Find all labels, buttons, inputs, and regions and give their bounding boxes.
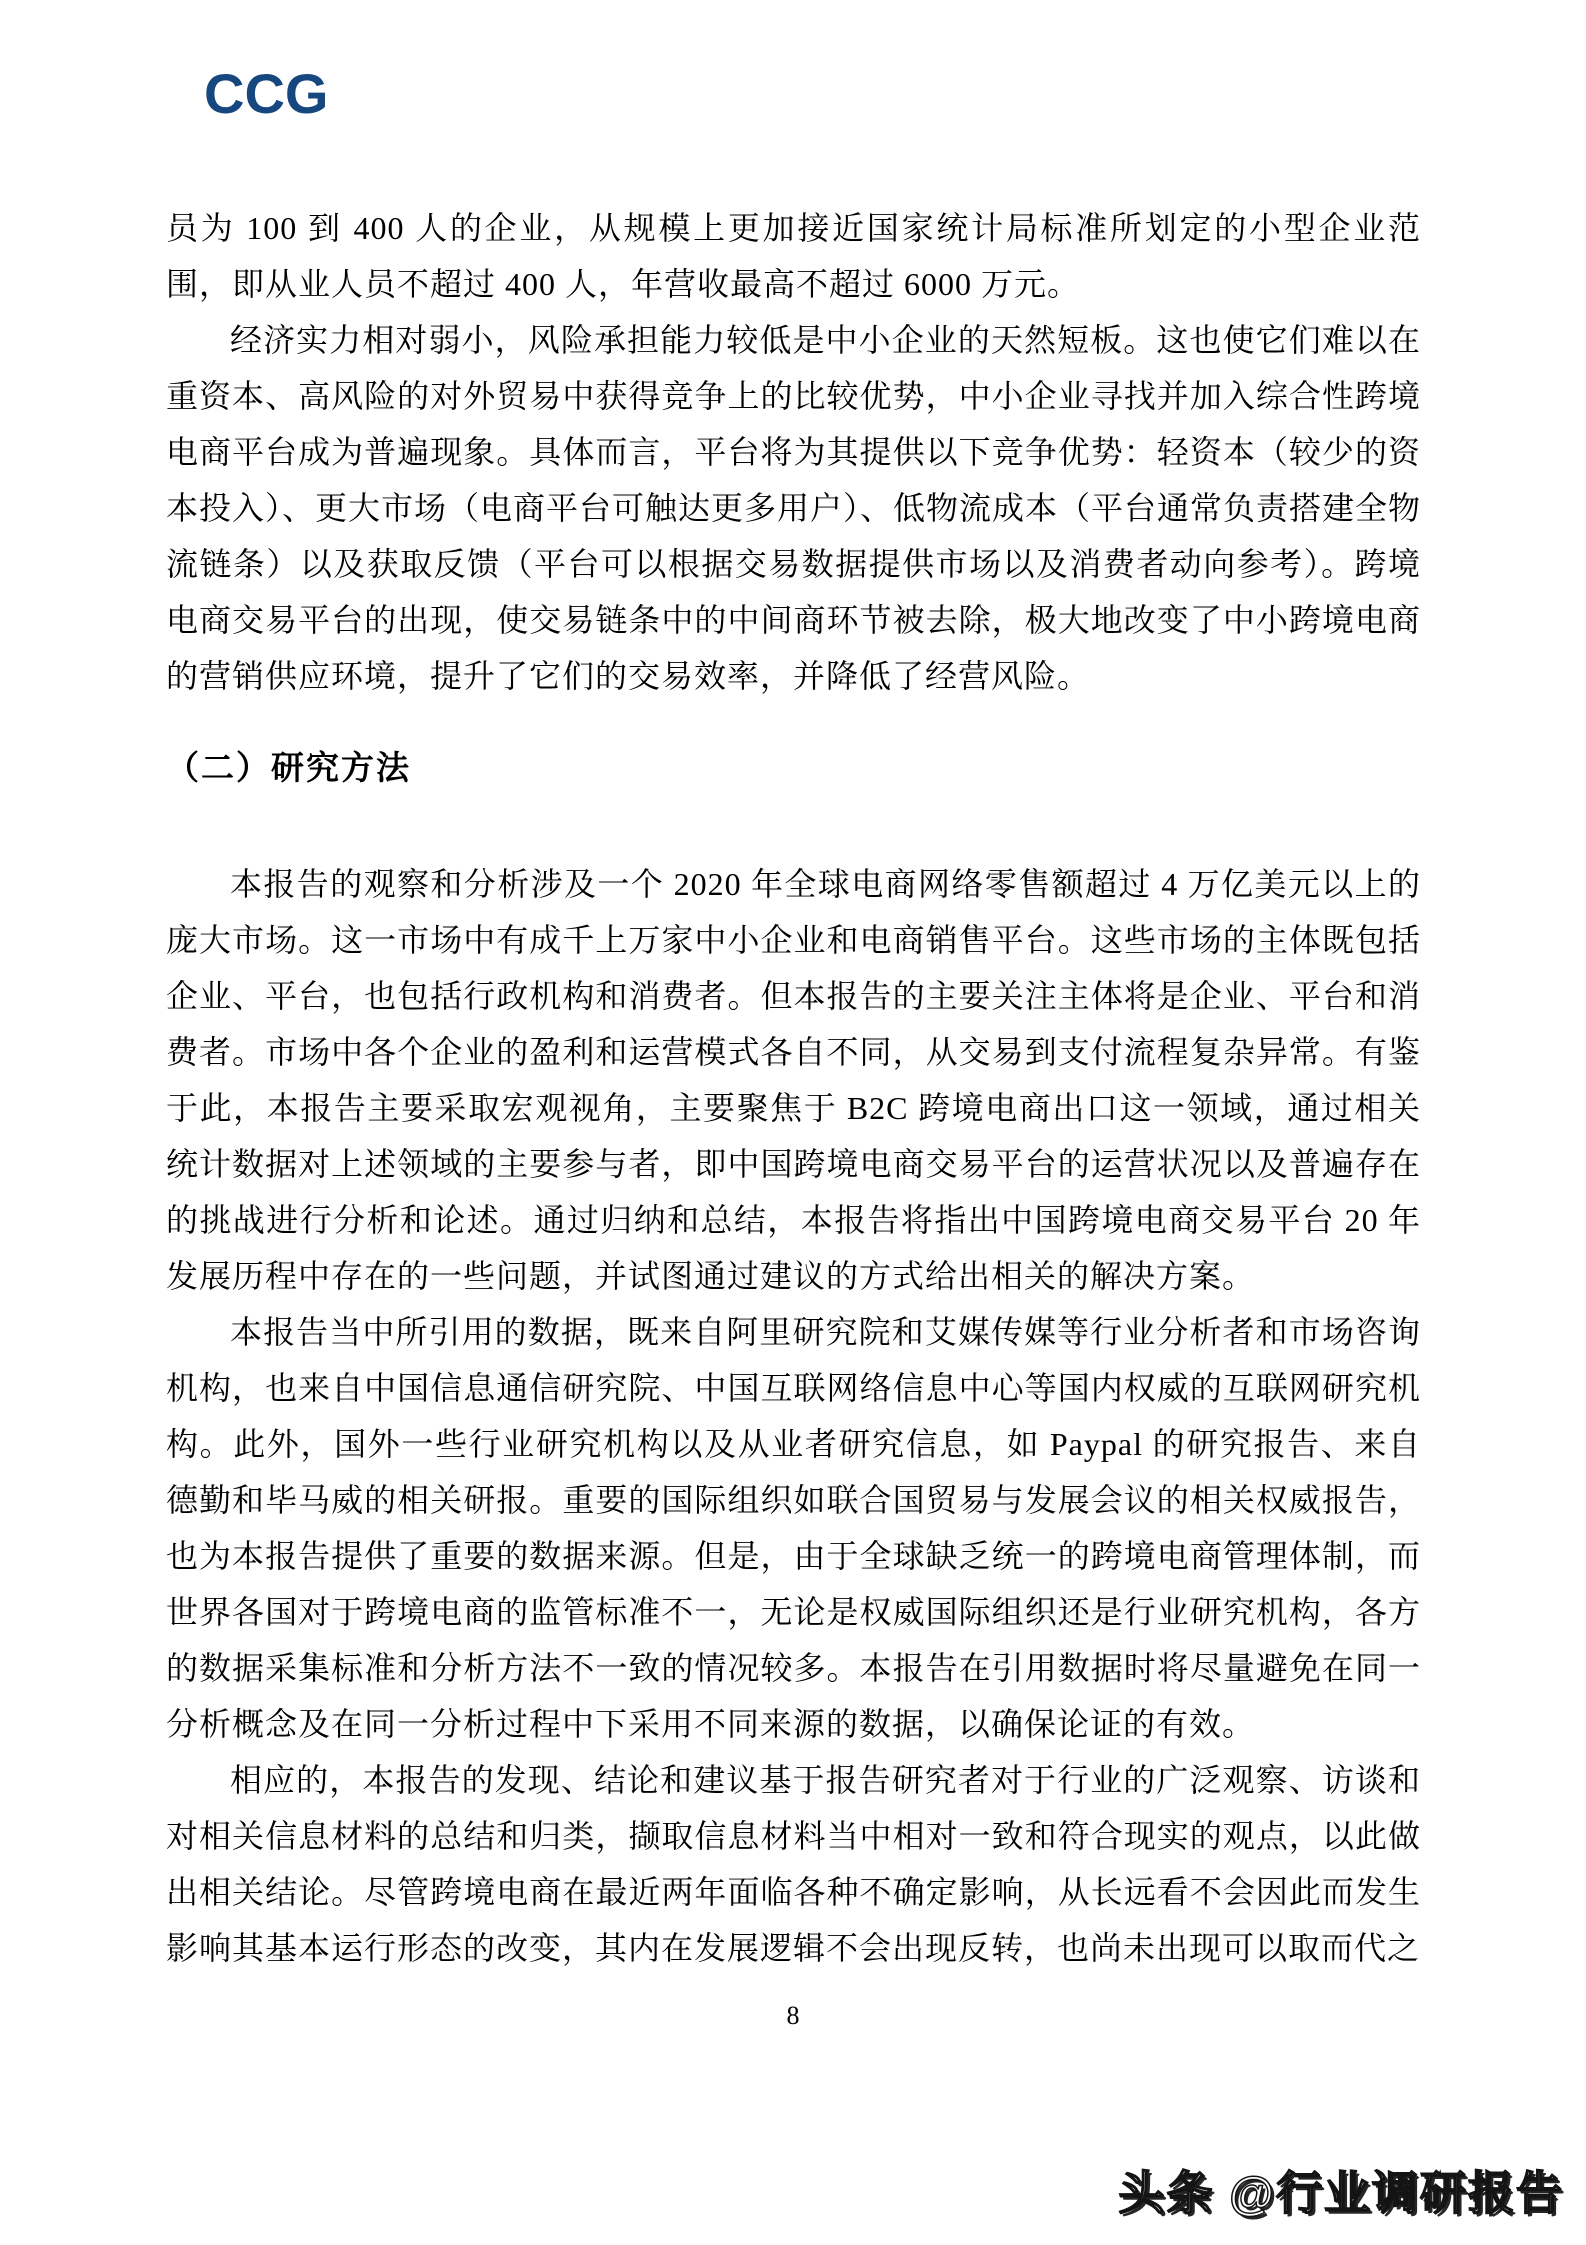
paragraph-conclusions-basis: 相应的，本报告的发现、结论和建议基于报告研究者对于行业的广泛观察、访谈和对相关信息材料的总结和归类，撷取信息材料当中相对一致和符合现实的观点，以此做出相关结论。尽管跨境电商在最近两年面临各种不确定影响，从长远看不会因此而发生影响其基本运行形态的改变，其内在发展逻辑不会出现反转，也尚未出现可以取而代之	[166, 1762, 1421, 1966]
paragraph-data-sources: 本报告当中所引用的数据，既来自阿里研究院和艾媒传媒等行业分析者和市场咨询机构，也来自中国信息通信研究院、中国互联网络信息中心等国内权威的互联网研究机构。此外，国外一些行业研究机构以及从业者研究信息，如 Paypal 的研究报告、来自德勤和毕马威的相关研报。重要的国际组织如联合国贸易与发展会议的相关权威报告，也为本报告提供了重要的数据来源。但是，由于全球缺乏统一的跨境电商管理体制，而世界各国对于跨境电商的监管标准不一，无论是权威国际组织还是行业研究机构，各方的数据采集标准和分析方法不一致的情况较多。本报告在引用数据时将尽量避免在同一分析概念及在同一分析过程中下采用不同来源的数据，以确保论证的有效。	[166, 1314, 1421, 1742]
section-heading-research-method: （二）研究方法	[166, 749, 411, 786]
page-number: 8	[786, 2001, 800, 2030]
document-body	[166, 200, 1421, 1976]
paragraph-continuation: 员为 100 到 400 人的企业，从规模上更加接近国家统计局标准所划定的小型企业范围，即从业人员不超过 400 人，年营收最高不超过 6000 万元。	[166, 210, 1421, 302]
ccg-logo: CCG	[204, 62, 329, 125]
paragraph-scope: 本报告的观察和分析涉及一个 2020 年全球电商网络零售额超过 4 万亿美元以上的庞大市场。这一市场中有成千上万家中小企业和电商销售平台。这些市场的主体既包括企业、平台，也包括行政机构和消费者。但本报告的主要关注主体将是企业、平台和消费者。市场中各个企业的盈利和运营模式各自不同，从交易到支付流程复杂异常。有鉴于此，本报告主要采取宏观视角，主要聚焦于 B2C 跨境电商出口这一领域，通过相关统计数据对上述领域的主要参与者，即中国跨境电商交易平台的运营状况以及普遍存在的挑战进行分析和论述。通过归纳和总结，本报告将指出中国跨境电商交易平台 20 年发展历程中存在的一些问题，并试图通过建议的方式给出相关的解决方案。	[166, 866, 1421, 1294]
watermark-toutiao: 头条 @行业调研报告	[1118, 2167, 1564, 2219]
paragraph-sme-weakness: 经济实力相对弱小，风险承担能力较低是中小企业的天然短板。这也使它们难以在重资本、高风险的对外贸易中获得竞争上的比较优势，中小企业寻找并加入综合性跨境电商平台成为普遍现象。具体而言，平台将为其提供以下竞争优势：轻资本（较少的资本投入）、更大市场（电商平台可触达更多用户）、低物流成本（平台通常负责搭建全物流链条）以及获取反馈（平台可以根据交易数据提供市场以及消费者动向参考）。跨境电商交易平台的出现，使交易链条中的中间商环节被去除，极大地改变了中小跨境电商的营销供应环境，提升了它们的交易效率，并降低了经营风险。	[166, 322, 1422, 694]
